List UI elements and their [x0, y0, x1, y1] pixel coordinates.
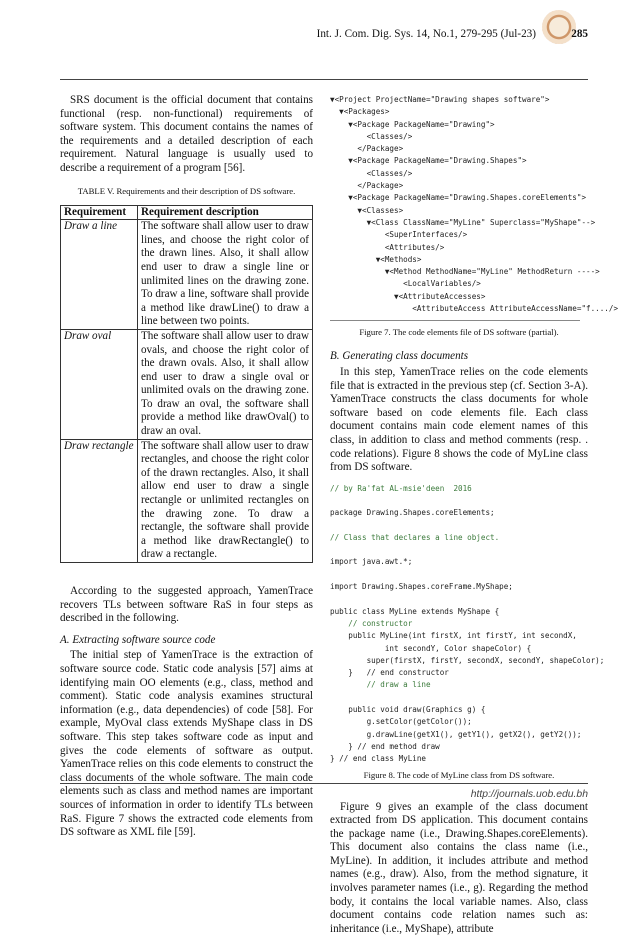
section-b-heading: B. Generating class documents — [330, 350, 469, 363]
xml-line: </Package> — [330, 181, 404, 191]
description-cell: The software shall allow user to draw ovals, and choose the right color of the drawn ovals. Also, it shall allow end user to draw a single oval or unlimited ovals on the drawing zone. To draw an oval, the software shall provide a method like drawOval() to draw an oval. — [138, 329, 313, 439]
xml-line: ▼<AttributeAccesses> — [330, 291, 486, 301]
xml-line: ▼<Project ProjectName="Drawing shapes software"> — [330, 95, 550, 104]
code-line: } // end method draw — [330, 741, 440, 751]
code-line — [330, 520, 588, 532]
footer-rule — [60, 783, 588, 784]
code-line: g.drawLine(getX1(), getY1(), getX2(), getY2()); — [330, 729, 582, 739]
xml-line: ▼<Package PackageName="Drawing.Shapes.coreElements"> — [330, 193, 587, 203]
xml-line: ▼<Packages> — [330, 107, 390, 117]
xml-line: <Attributes/> — [330, 242, 445, 252]
table-header: Requirement description — [138, 205, 313, 220]
table-header-row — [61, 205, 313, 220]
page-header — [60, 22, 588, 56]
code-line: // constructor — [330, 618, 413, 628]
description-cell: The software shall allow user to draw rectangles, and choose the right color of the drawn rectangles. Also, it shall allow end user to draw a single rectangle or unlimited rectangles on the drawing zone. To draw a rectangle, the software shall provide a method like drawRectangle() to draw a rectangle. — [138, 439, 313, 562]
xml-line: <Classes/> — [330, 131, 413, 141]
footer-url: http://journals.uob.edu.bh — [470, 789, 588, 800]
table-row — [61, 329, 313, 439]
section-a-paragraph: The initial step of YamenTrace is the extraction of software source code. Static code analysis [57] aims at identifying main OO elements (e.g., class, method and comment). Static code analysis examines structural information (e.g., data dependencies) of code [58]. For example, MyOval class extends MyShape class in DS software. This step takes software code as input and gives the code elements of software as output. YamenTrace relies on this code elements to construct the class documents of the whole software. The main code elements such as class and method names are important sources of information in order to identify TLs between RaS. Figure 7 shows the extracted code elements from DS software as XML file [59]. — [60, 649, 313, 839]
xml-line: <SuperInterfaces/> — [330, 230, 468, 240]
requirement-cell: Draw a line — [61, 220, 138, 330]
xml-figure — [330, 94, 619, 315]
right-column — [330, 94, 619, 936]
table-row — [61, 439, 313, 562]
xml-line: </Package> — [330, 144, 404, 154]
section-a-heading: A. Extracting software source code — [60, 633, 216, 646]
code-line: super(firstX, firstY, secondX, secondY, shapeColor); — [330, 655, 605, 665]
xml-line: ▼<Methods> — [330, 254, 422, 264]
figure7-caption: Figure 7. The code elements file of DS software (partial). — [359, 327, 559, 338]
code-line: int secondY, Color shapeColor) { — [330, 643, 532, 653]
journal-citation: Int. J. Com. Dig. Sys. 14, No.1, 279-295 (Jul-23) — [316, 28, 536, 40]
code-line: g.setColor(getColor()); — [330, 717, 472, 727]
code-line: import Drawing.Shapes.coreFrame.MyShape; — [330, 582, 513, 592]
xml-line: ▼<Package PackageName="Drawing"> — [330, 119, 495, 129]
left-column — [60, 94, 313, 840]
xml-line: <Classes/> — [330, 168, 413, 178]
code-line: public MyLine(int firstX, int firstY, int secondX, — [330, 631, 577, 641]
xml-line: <AttributeAccess AttributeAccessName="f..../> — [330, 304, 619, 314]
xml-line: ▼<Method MethodName="MyLine" MethodReturn ----> — [330, 267, 600, 277]
figure7-divider — [330, 320, 580, 321]
code-line: import java.awt.*; — [330, 557, 413, 567]
approach-paragraph: According to the suggested approach, YamenTrace recovers TLs between software RaS in four steps as described in the following. — [60, 585, 313, 625]
code-line: } // end class MyLine — [330, 754, 427, 764]
figure8-caption: Figure 8. The code of MyLine class from DS software. — [363, 769, 555, 780]
requirement-cell: Draw rectangle — [61, 439, 138, 562]
code-line: public void draw(Graphics g) { — [330, 705, 486, 715]
xml-line: ▼<Package PackageName="Drawing.Shapes"> — [330, 156, 527, 166]
code-line: package Drawing.Shapes.coreElements; — [330, 508, 495, 518]
section-b-paragraph: In this step, YamenTrace relies on the code elements file that is extracted in the previous step (cf. Section 3-A). YamenTrace constructs the class documents for whole software based on code elements file. Each class document contains main code element names of this class, in addition to class and method comments (resp. . code relations). Figure 8 shows the code of MyLine class from DS software. — [330, 365, 588, 474]
xml-line: ▼<Classes> — [330, 205, 404, 215]
table-row — [61, 220, 313, 330]
code-line — [330, 544, 588, 556]
java-code-figure — [330, 483, 605, 766]
code-line: public class MyLine extends MyShape { — [330, 606, 500, 616]
code-line — [330, 495, 588, 507]
code-line: // draw a line — [330, 680, 431, 690]
code-line — [330, 593, 588, 605]
code-line: // by Ra'fat AL-msie'deen 2016 — [330, 483, 472, 493]
xml-line: ▼<Class ClassName="MyLine" Superclass="MyShape"--> — [330, 217, 596, 227]
table-header: Requirement — [61, 205, 138, 220]
code-line — [330, 569, 588, 581]
figure9-paragraph: Figure 9 gives an example of the class document extracted from DS application. This document contains the package name (i.e., Drawing.Shapes.coreElements). This document also contains the class name (i.e., MyLine). In addition, it includes attribute and method names (e.g., draw). Also, from the method signature, it involves parameter names (i.e., g). Regarding the method body, it contains the local variable names. Also, class document contains code relation names such as: inheritance (i.e., MyShape), attribute — [330, 800, 588, 935]
requirement-cell: Draw oval — [61, 329, 138, 439]
requirements-table — [60, 205, 313, 563]
table-caption: TABLE V. Requirements and their description of DS software. — [77, 185, 296, 196]
header-rule — [60, 79, 588, 80]
code-line: // Class that declares a line object. — [330, 532, 500, 542]
page-number: 285 — [571, 28, 588, 40]
code-line: } // end constructor — [330, 668, 449, 678]
intro-paragraph: SRS document is the official document that contains functional (resp. non-functional) requirements of software system. This document contains the names of the requirements and a detailed description of each requirement. Natural language is usually used to describe a requirement of a program [56]. — [60, 94, 313, 174]
xml-line: <LocalVariables/> — [330, 279, 481, 289]
description-cell: The software shall allow user to draw lines, and choose the right color of the drawn lines. Also, it shall allow end user to draw a single line or unlimited lines on the drawing zone. To draw a line, software shall provide a method like drawLine() to draw a line between two points. — [138, 220, 313, 330]
code-line — [330, 692, 588, 704]
